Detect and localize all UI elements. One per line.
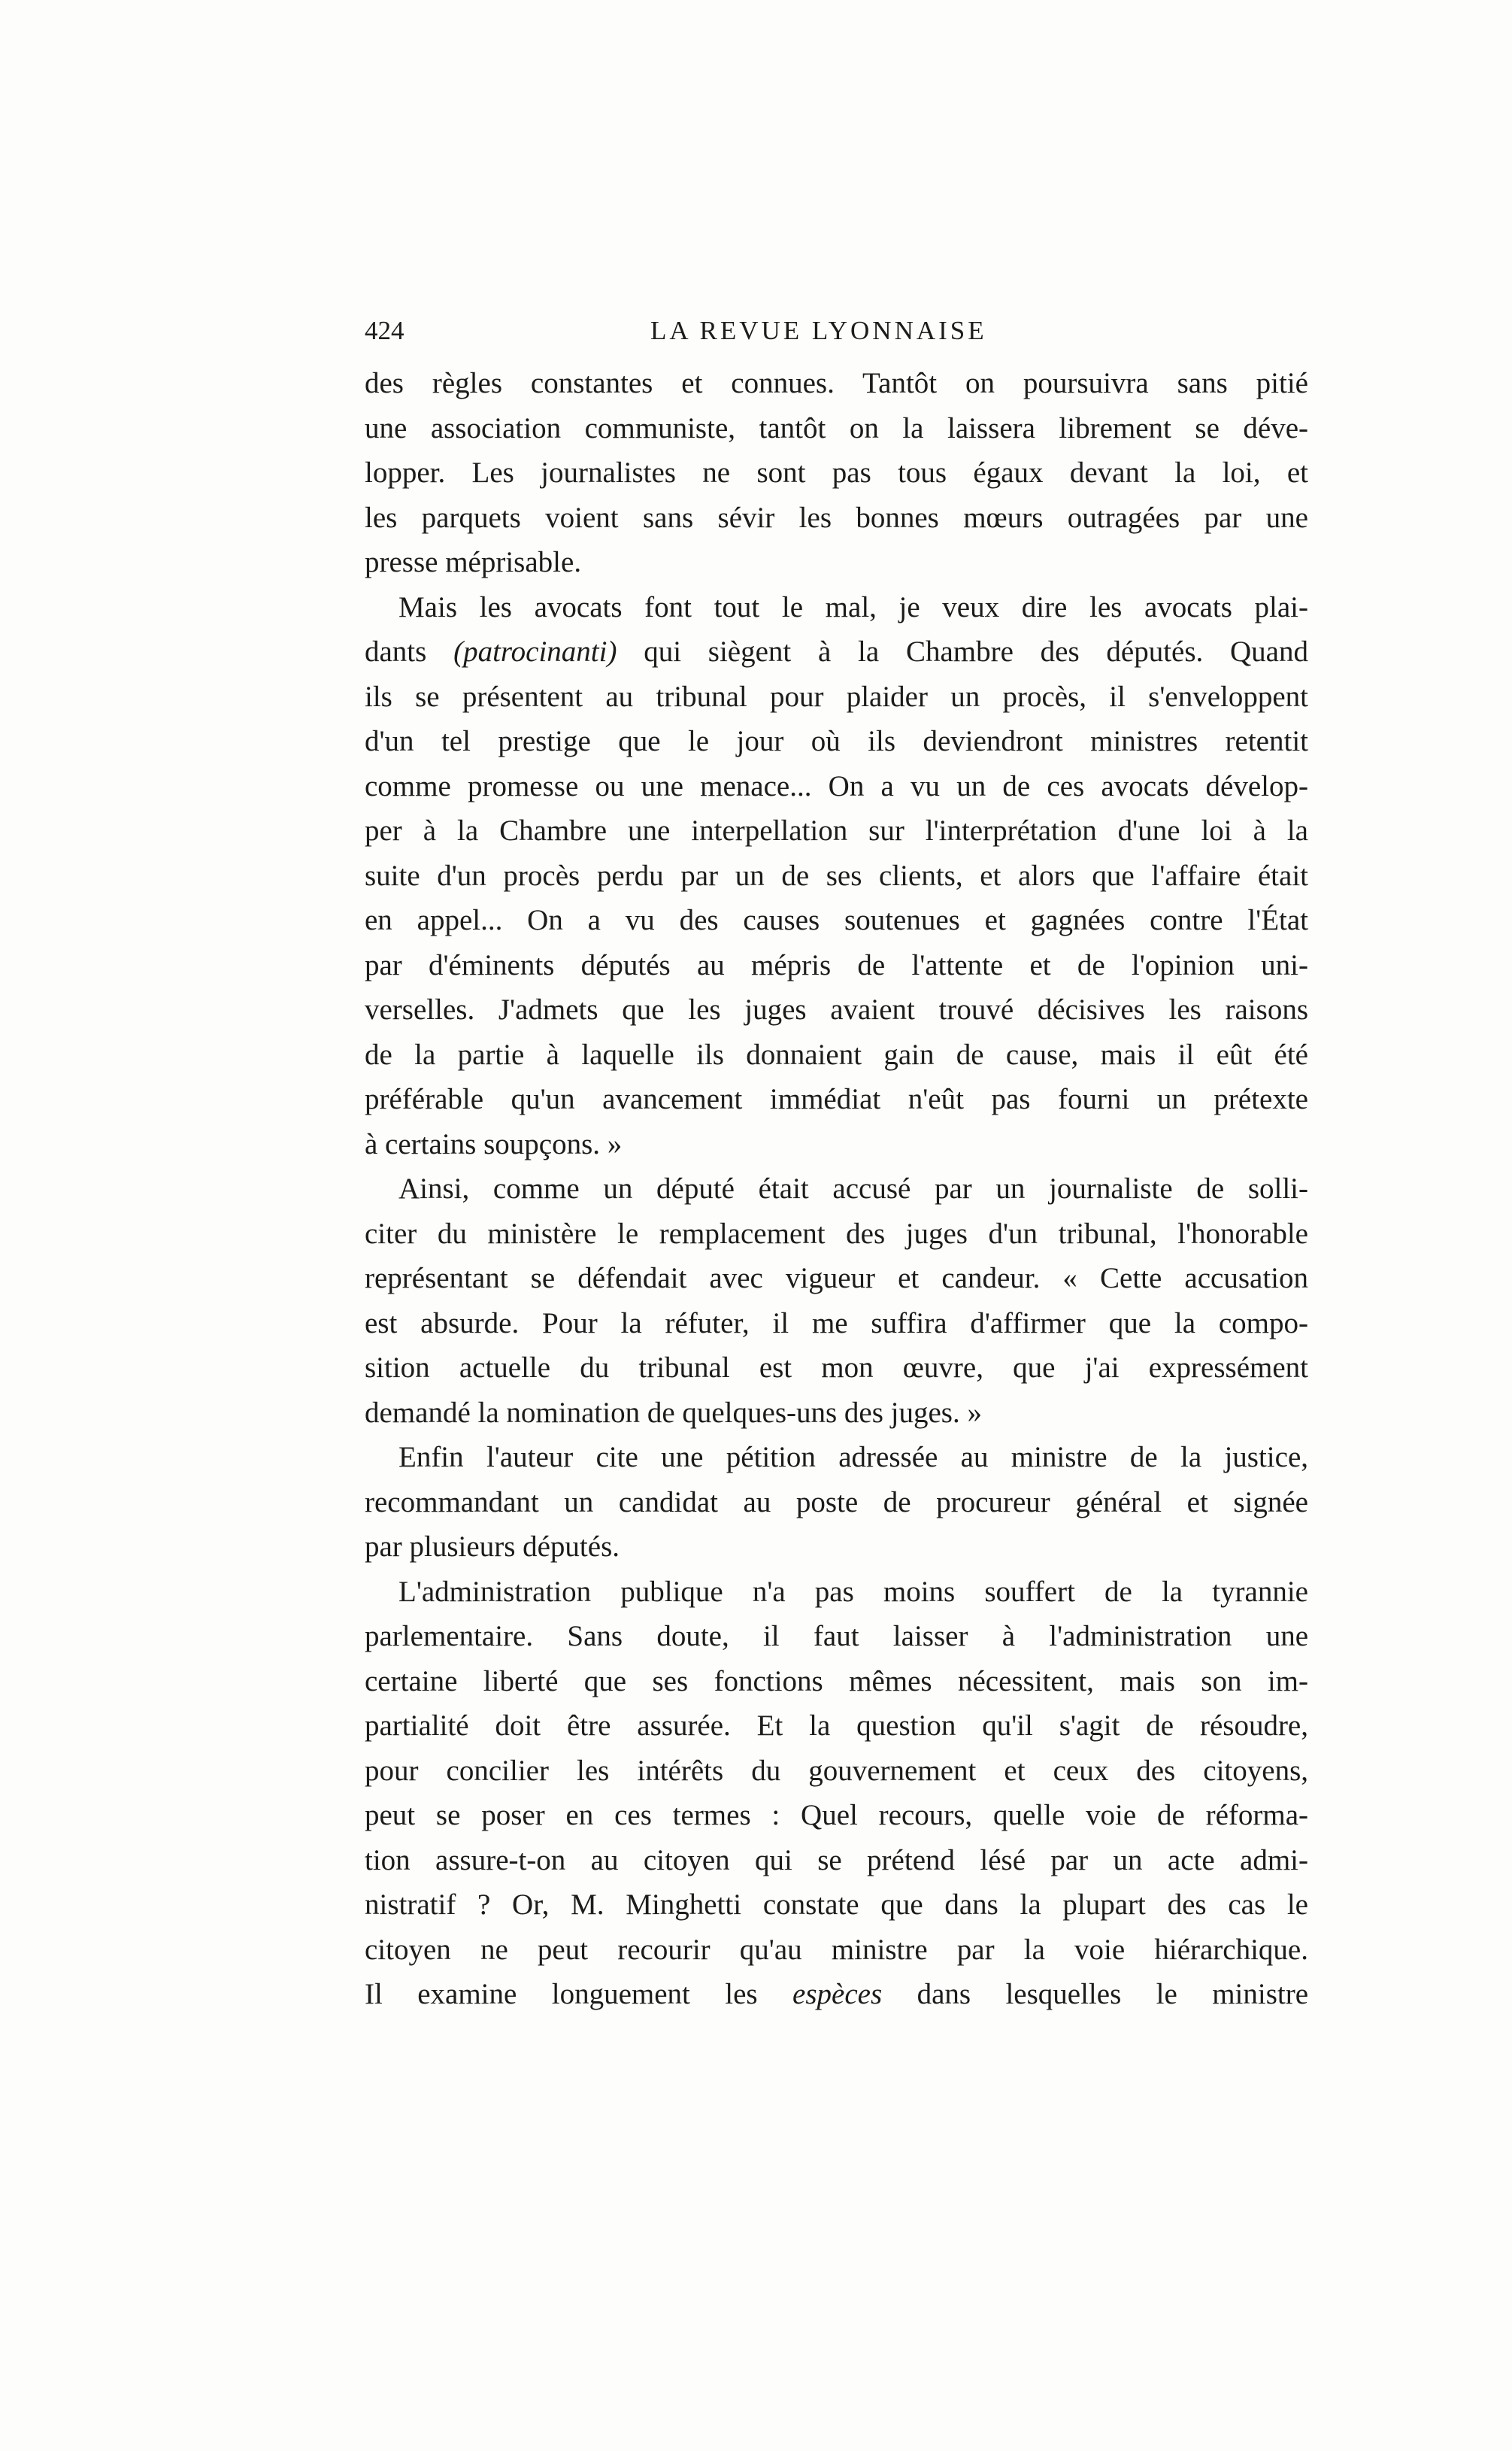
italic-term: espèces bbox=[792, 1978, 883, 2010]
text-line: est absurde. Pour la réfuter, il me suffira d'affirmer que la compo- bbox=[365, 1306, 1308, 1339]
text-line: lopper. Les journalistes ne sont pas tous égaux devant la loi, et bbox=[365, 457, 1308, 489]
text-line: une association communiste, tantôt on la laissera librement se déve- bbox=[365, 411, 1308, 444]
text-line: Enfin l'auteur cite une pétition adressée au ministre de la justice, bbox=[398, 1441, 1308, 1473]
text-line: en appel... On a vu des causes soutenues et gagnées contre l'État bbox=[365, 904, 1308, 936]
text-line: citer du ministère le remplacement des juges d'un tribunal, l'honorable bbox=[365, 1217, 1308, 1250]
text-line: des règles constantes et connues. Tantôt on poursuivra sans pitié bbox=[365, 367, 1308, 399]
text-line: à certains soupçons. » bbox=[365, 1127, 623, 1160]
text-line: suite d'un procès perdu par un de ses clients, et alors que l'affaire était bbox=[365, 859, 1308, 892]
text-line: per à la Chambre une interpellation sur l'interprétation d'une loi à la bbox=[365, 814, 1308, 847]
text-line: L'administration publique n'a pas moins souffert de la tyrannie bbox=[398, 1575, 1308, 1608]
text-line: verselles. J'admets que les juges avaient trouvé décisives les raisons bbox=[365, 993, 1308, 1026]
text-line: recommandant un candidat au poste de procureur général et signée bbox=[365, 1485, 1308, 1518]
text-line: pour concilier les intérêts du gouvernement et ceux des citoyens, bbox=[365, 1754, 1308, 1787]
text-line: les parquets voient sans sévir les bonnes mœurs outragées par une bbox=[365, 501, 1308, 534]
text-line: par d'éminents députés au mépris de l'attente et de l'opinion uni- bbox=[365, 948, 1308, 981]
text-line-mixed bbox=[365, 1972, 1308, 2017]
text-segment: Il examine longuement les bbox=[365, 1978, 758, 2010]
page-number: 424 bbox=[365, 316, 405, 345]
text-line: citoyen ne peut recourir qu'au ministre par la voie hiérarchique. bbox=[365, 1933, 1308, 1966]
text-line: parlementaire. Sans doute, il faut laisser à l'administration une bbox=[365, 1620, 1308, 1652]
text-line: tion assure-t-on au citoyen qui se prétend lésé par un acte admi- bbox=[365, 1843, 1308, 1876]
text-line: d'un tel prestige que le jour où ils deviendront ministres retentit bbox=[365, 725, 1308, 757]
text-line: nistratif ? Or, M. Minghetti constate que dans la plupart des cas le bbox=[365, 1888, 1308, 1921]
text-line: sition actuelle du tribunal est mon œuvre, que j'ai expressément bbox=[365, 1351, 1308, 1384]
text-line-mixed bbox=[365, 629, 1308, 675]
text-line: partialité doit être assurée. Et la question qu'il s'agit de résoudre, bbox=[365, 1709, 1308, 1742]
text-line: préférable qu'un avancement immédiat n'eût pas fourni un prétexte bbox=[365, 1083, 1308, 1115]
running-head bbox=[365, 312, 1308, 350]
text-line: peut se poser en ces termes : Quel recours, quelle voie de réforma- bbox=[365, 1799, 1308, 1831]
text-line: Ainsi, comme un député était accusé par un journaliste de solli- bbox=[398, 1172, 1308, 1205]
text-line: Mais les avocats font tout le mal, je veux dire les avocats plai- bbox=[398, 590, 1308, 623]
italic-term: (patrocinanti) bbox=[453, 636, 617, 668]
text-line: représentant se défendait avec vigueur et candeur. « Cette accusation bbox=[365, 1262, 1308, 1294]
text-segment: qui siègent à la Chambre des députés. Quand bbox=[644, 636, 1308, 668]
body-text bbox=[365, 361, 1308, 2017]
text-line: par plusieurs députés. bbox=[365, 1530, 620, 1563]
text-segment: dans lesquelles le ministre bbox=[917, 1978, 1308, 2010]
journal-title: LA REVUE LYONNAISE bbox=[650, 316, 987, 345]
text-line: ils se présentent au tribunal pour plaider un procès, il s'enveloppent bbox=[365, 680, 1308, 713]
text-line: comme promesse ou une menace... On a vu un de ces avocats dévelop- bbox=[365, 769, 1308, 802]
text-line: de la partie à laquelle ils donnaient gain de cause, mais il eût été bbox=[365, 1038, 1308, 1071]
text-line: presse méprisable. bbox=[365, 546, 582, 578]
text-line: certaine liberté que ses fonctions mêmes nécessitent, mais son im- bbox=[365, 1664, 1308, 1697]
text-line: demandé la nomination de quelques-uns des juges. » bbox=[365, 1396, 982, 1429]
text-segment: dants bbox=[365, 636, 427, 668]
